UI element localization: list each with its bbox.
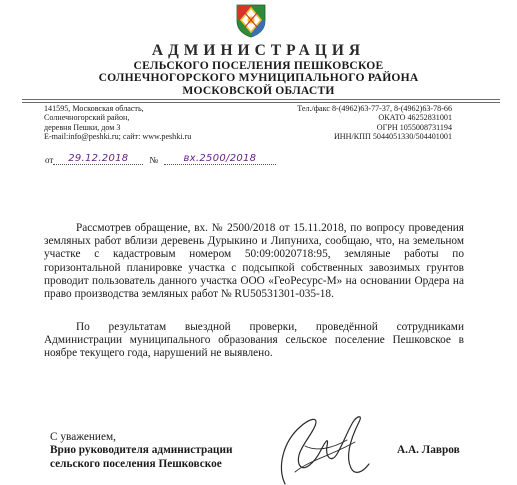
header-divider-bottom [22,102,500,103]
email-website-line: E-mail:info@peshki.ru; сайт: www.peshki.ru [44,132,192,142]
number-label: № [149,155,158,165]
organization-line-2: СОЛНЕЧНОГОРСКОГО МУНИЦИПАЛЬНОГО РАЙОНА [98,71,419,84]
organization-title: АДМИНИСТРАЦИЯ [151,42,366,59]
coat-of-arms-emblem [233,2,269,38]
handwritten-number: вх.2500/2018 [164,153,276,165]
date-label: от [45,155,54,165]
phone-fax-line: Тел./факс 8-(4962)63-77-37, 8-(4962)63-78-66 [297,104,452,113]
header-divider-top [22,99,500,100]
handwritten-date: 29.12.2018 [53,153,143,165]
registration-line [45,153,276,167]
body-paragraph-2: По результатам выездной проверки, проведённой сотрудниками Администрации муниципального образования сельское поселение Пешковское в ноябре текущего года, нарушений не выявлено. [44,321,464,360]
postal-address-block [44,104,191,142]
organization-line-3: МОСКОВСКОЙ ОБЛАСТИ [182,84,335,97]
address-line-1: 141595, Московская область, [44,104,144,113]
handwritten-signature [255,412,375,485]
organization-line-1: СЕЛЬСКОГО ПОСЕЛЕНИЯ ПЕШКОВСКОЕ [133,59,384,72]
closing-regards: С уважением, [50,431,116,443]
okato-line: ОКАТО 46252831001 [378,113,452,123]
requisites-block [297,104,452,142]
signatory-position-line-1: Врио руководителя администрации [50,444,233,456]
inn-kpp-line: ИНН/КПП 5044051330/504401001 [333,132,452,142]
body-paragraph-1: Рассмотрев обращение, вх. № 2500/2018 от 15.11.2018, по вопросу проведения земляных работ вблизи деревень Дурыкино и Липуниха, сообщаю, что, на земельном участке с кадастровым номером 50:09:0020718:95, земляные работы по горизонтальной планировке участка с подсыпкой собственных завозимых грунтов проводит пользователь данного участка ООО «ГеоРесурс-М» на основании Ордера на право производства земляных работ № RU50531301-035-18. [44,222,464,301]
signatory-position-line-2: сельского поселения Пешковское [50,458,222,470]
address-line-3: деревня Пешки, дом 3 [44,122,121,132]
address-line-2: Солнечногорский район, [44,113,130,123]
ogrn-line: ОГРН 1055008731194 [376,122,452,132]
signatory-name: А.А. Лавров [397,444,460,456]
